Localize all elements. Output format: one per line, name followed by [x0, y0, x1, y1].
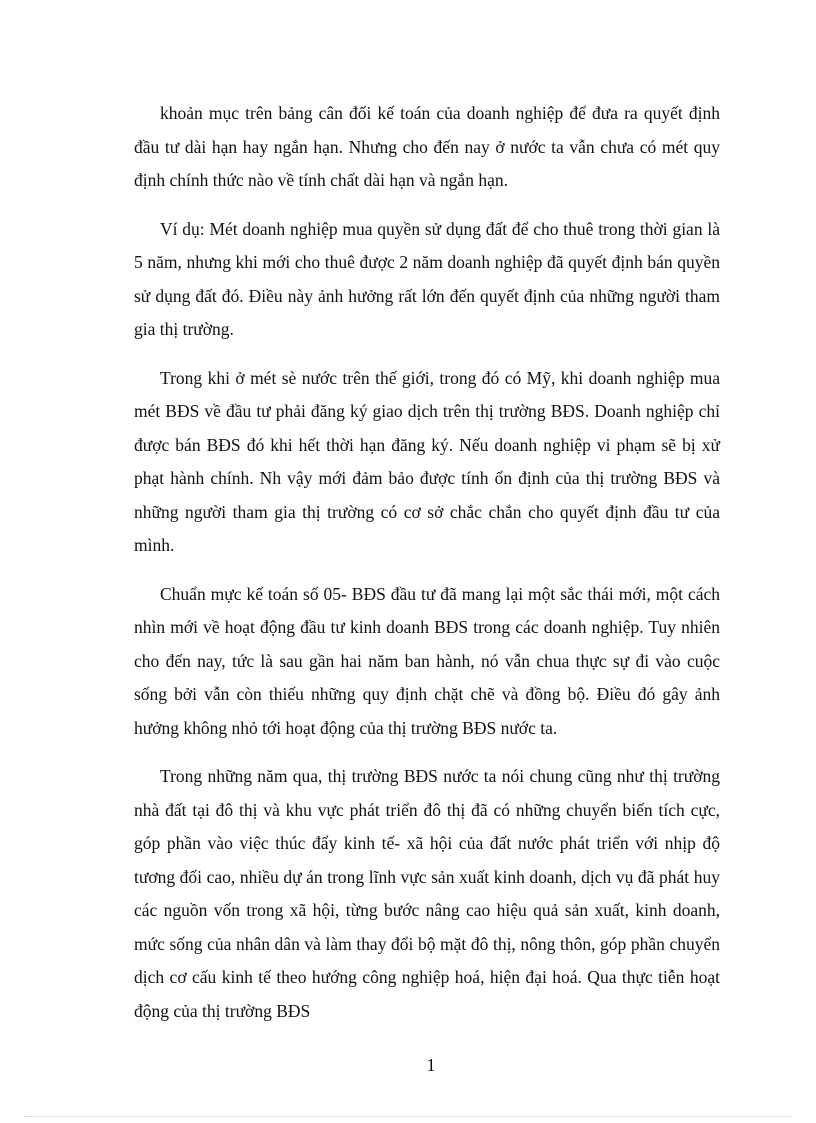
page-number: 1: [426, 1055, 436, 1075]
paragraph-2: Ví dụ: Mét doanh nghiệp mua quyền sử dụng đất để cho thuê trong thời gian là 5 năm, nhưng khi mới cho thuê được 2 năm doanh nghiệp đã quyết định bán quyền sử dụng đất đó. Điều này ảnh hưởng rất lớn đến quyết định của những người tham gia thị trường.: [134, 218, 720, 339]
paragraph-3: Trong khi ở mét sè nước trên thế giới, trong đó có Mỹ, khi doanh nghiệp mua mét BĐS về đầu tư phải đăng ký giao dịch trên thị trường BĐS. Doanh nghiệp chỉ được bán BĐS đó khi hết thời hạn đăng ký. Nếu doanh nghiệp vi phạm sẽ bị xử phạt hành chính. Nh vậy mới đảm bảo được tính ổn định của thị trường BĐS và những người tham gia thị trường có cơ sở chắc chắn cho quyết định đầu tư của mình.: [134, 367, 720, 555]
paragraph-4: Chuẩn mực kế toán số 05- BĐS đầu tư đã mang lại một sắc thái mới, một cách nhìn mới về hoạt động đầu tư kinh doanh BĐS trong các doanh nghiệp. Tuy nhiên cho đến nay, tức là sau gần hai năm ban hành, nó vẫn chua thực sự đi vào cuộc sống bởi vẫn còn thiếu những quy định chặt chẽ và đồng bộ. Điều đó gây ảnh hưởng không nhỏ tới hoạt động của thị trường BĐS nước ta.: [134, 583, 720, 738]
paragraph-5: Trong những năm qua, thị trường BĐS nước ta nói chung cũng như thị trường nhà đất tại đô thị và khu vực phát triển đô thị đã có những chuyển biến tích cực, góp phần vào việc thúc đẩy kinh tế- xã hội của đất nước phát triển với nhịp độ tương đối cao, nhiều dự án trong lĩnh vực sản xuất kinh doanh, dịch vụ đã phát huy các nguồn vốn trong xã hội, từng bước nâng cao hiệu quả sản xuất, kinh doanh, mức sống của nhân dân và làm thay đổi bộ mặt đô thị, nông thôn, góp phần chuyển dịch cơ cấu kinh tế theo hướng công nghiệp hoá, hiện đại hoá. Qua thực tiễn hoạt động của thị trường BĐS: [134, 766, 720, 1021]
page-bottom-divider: [24, 1116, 792, 1117]
paragraph-1: khoản mục trên bảng cân đối kế toán của doanh nghiệp để đưa ra quyết định đầu tư dài hạn hay ngắn hạn. Nhưng cho đến nay ở nước ta vẫn chưa có mét quy định chính thức nào về tính chất dài hạn và ngắn hạn.: [134, 103, 720, 190]
body-text: [134, 97, 720, 1043]
